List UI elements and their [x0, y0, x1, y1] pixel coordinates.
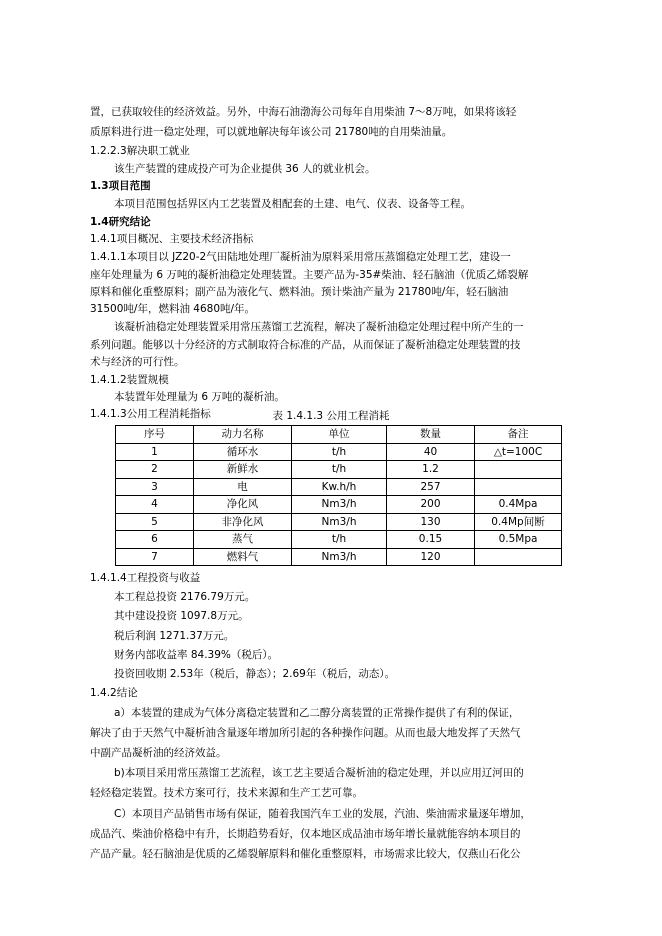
section-heading: 1.3项目范围: [90, 180, 151, 192]
body-text-line: 轻烃稳定装置。技术方案可行，技术来源和生产工艺可靠。: [90, 787, 363, 799]
body-text-line: 本项目范围包括界区内工艺装置及相配套的土建、电气、仪表、设备等工程。: [114, 198, 471, 210]
table-cell: 1: [116, 443, 194, 461]
table-cell: 4: [116, 496, 194, 514]
table-row: [116, 443, 562, 461]
section-heading: 1.4.1.4工程投资与收益: [90, 572, 201, 584]
table-cell: 1.2: [387, 461, 475, 479]
table-cell: 257: [387, 478, 475, 496]
table-header-cell: 备注: [475, 426, 562, 444]
table-cell: t/h: [292, 461, 387, 479]
table-cell: 新鲜水: [194, 461, 292, 479]
section-heading: 1.4.1.2装置规模: [90, 374, 169, 386]
section-heading: 1.4.1项目概况、主要技术经济指标: [90, 233, 254, 245]
body-text-line: 质原料进行进一稳定处理，可以就地解决每年该公司 21780吨的自用柴油量。: [90, 126, 453, 138]
body-text-line: 该凝析油稳定处理装置采用常压蒸馏工艺流程，解决了凝析油稳定处理过程中所产生的一: [114, 321, 524, 333]
body-text-line: 原料和催化重整原料；副产品为液化气、燃料油。预计柴油产量为 21780吨/年，轻石脑油: [90, 286, 509, 298]
table-row: [116, 461, 562, 479]
table-cell: 2: [116, 461, 194, 479]
body-text-line: 其中建设投资 1097.8万元。: [114, 610, 249, 622]
table-cell: 200: [387, 496, 475, 514]
body-text-line: 本工程总投资 2176.79万元。: [114, 591, 256, 603]
body-text-line: C）本项目产品销售市场有保证，随着我国汽车工业的发展，汽油、柴油需求量逐年增加，: [114, 808, 531, 820]
table-cell: 120: [387, 548, 475, 566]
table-cell: t/h: [292, 531, 387, 549]
table-cell: 3: [116, 478, 194, 496]
body-text-line: 31500吨/年，燃料油 4680吨/年。: [90, 303, 256, 315]
table-cell: 循环水: [194, 443, 292, 461]
table-cell: 40: [387, 443, 475, 461]
body-text-line: 投资回收期 2.53年（税后，静态）；2.69年（税后，动态）。: [114, 668, 396, 680]
body-text-line: 系列问题。能够以十分经济的方式制取符合标准的产品，从而保证了凝析油稳定处理装置的技: [90, 339, 521, 351]
table-row: [116, 513, 562, 531]
section-heading: 1.4研究结论: [90, 216, 151, 228]
body-text-line: a）本装置的建成为气体分离稳定装置和乙二醇分离装置的正常操作提供了有利的保证，: [114, 707, 520, 719]
body-text-line: 税后利润 1271.37万元。: [114, 630, 235, 642]
body-text-line: 本装置年处理量为 6 万吨的凝析油。: [114, 391, 285, 403]
table-header-cell: 数量: [387, 426, 475, 444]
table-cell: Kw.h/h: [292, 478, 387, 496]
table-cell: 电: [194, 478, 292, 496]
table-caption: 表 1.4.1.3 公用工程消耗: [272, 410, 390, 422]
table-cell: 0.5Mpa: [475, 531, 562, 549]
table-header-row: [116, 426, 562, 444]
body-text-line: 解决了由于天然气中凝析油含量逐年增加所引起的各种操作问题。从而也最大地发挥了天然气: [90, 727, 521, 739]
body-text-line: b)本项目采用常压蒸馏工艺流程，该工艺主要适合凝析油的稳定处理，并以应用辽河田的: [114, 767, 524, 779]
table-cell: 蒸气: [194, 531, 292, 549]
table-cell: Nm3/h: [292, 548, 387, 566]
body-text-line: 该生产装置的建成投产可为企业提供 36 人的就业机会。: [114, 163, 376, 175]
body-text-line: 座年处理量为 6 万吨的凝析油稳定处理装置。主要产品为-35#柴油、轻石脑油（优质乙烯裂解: [90, 269, 529, 281]
section-heading: 1.2.2.3解决职工就业: [90, 145, 190, 157]
table-cell: 7: [116, 548, 194, 566]
body-text-line: 成品汽、柴油价格稳中有升，长期趋势看好，仅本地区成品油市场年增长量就能容纳本项目的: [90, 828, 521, 840]
table-cell: 燃料气: [194, 548, 292, 566]
table-cell: [475, 461, 562, 479]
table-row: [116, 548, 562, 566]
table-cell: Nm3/h: [292, 496, 387, 514]
table-cell: 130: [387, 513, 475, 531]
table-cell: 净化风: [194, 496, 292, 514]
table-cell: 0.15: [387, 531, 475, 549]
table-cell: △t=100C: [475, 443, 562, 461]
utility-consumption-table: [115, 425, 562, 566]
table-row: [116, 496, 562, 514]
body-text-line: 财务内部收益率 84.39%（税后）。: [114, 649, 279, 661]
table-cell: Nm3/h: [292, 513, 387, 531]
section-heading: 1.4.2结论: [90, 687, 138, 699]
body-text-line: 中副产品凝析油的经济效益。: [90, 747, 227, 759]
table-header-cell: 动力名称: [194, 426, 292, 444]
table-row: [116, 531, 562, 549]
table-cell: 0.4Mp间断: [475, 513, 562, 531]
table-cell: [475, 478, 562, 496]
table-cell: 0.4Mpa: [475, 496, 562, 514]
body-text-line: 术与经济的可行性。: [90, 356, 185, 368]
table-header-cell: 序号: [116, 426, 194, 444]
body-text-line: 1.4.1.1本项目以 JZ20-2气田陆地处理厂凝析油为原料采用常压蒸馏稳定处理工艺，建设一: [90, 251, 511, 263]
section-heading: 1.4.1.3公用工程消耗指标: [90, 408, 211, 420]
table-cell: t/h: [292, 443, 387, 461]
table-cell: 非净化风: [194, 513, 292, 531]
body-text-line: 置，已获取较佳的经济效益。另外，中海石油渤海公司每年自用柴油 7～8万吨，如果将该轻: [90, 106, 517, 118]
body-text-line: 产品产量。轻石脑油是优质的乙烯裂解原料和催化重整原料，市场需求比较大，仅燕山石化公: [90, 848, 521, 860]
table-row: [116, 478, 562, 496]
table-header-cell: 单位: [292, 426, 387, 444]
table-cell: 6: [116, 531, 194, 549]
table-cell: 5: [116, 513, 194, 531]
table-cell: [475, 548, 562, 566]
